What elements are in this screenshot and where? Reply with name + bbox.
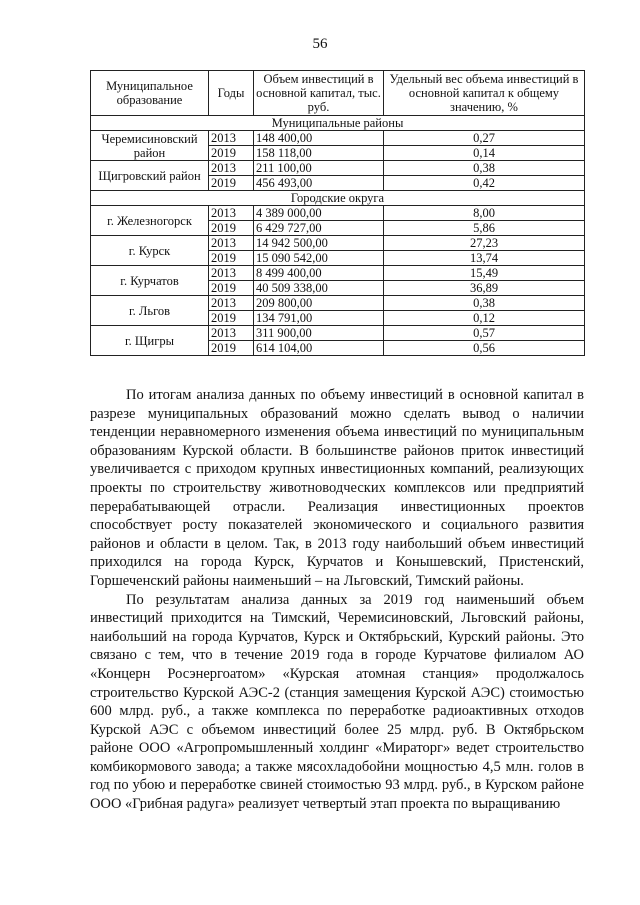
- share-cell: 5,86: [384, 221, 585, 236]
- year-cell: 2019: [209, 281, 254, 296]
- header-years: Годы: [209, 71, 254, 116]
- table-body: [91, 116, 585, 356]
- share-cell: 0,38: [384, 161, 585, 176]
- page-number: 56: [312, 36, 328, 52]
- investment-value-cell: 15 090 542,00: [254, 251, 384, 266]
- investment-value-cell: 134 791,00: [254, 311, 384, 326]
- investment-value-cell: 456 493,00: [254, 176, 384, 191]
- share-cell: 36,89: [384, 281, 585, 296]
- share-cell: 0,27: [384, 131, 585, 146]
- section-row: [91, 191, 585, 206]
- share-cell: 0,12: [384, 311, 585, 326]
- investment-value-cell: 40 509 338,00: [254, 281, 384, 296]
- municipality-cell: г. Курчатов: [91, 266, 209, 296]
- year-cell: 2013: [209, 131, 254, 146]
- paragraph: По итогам анализа данных по объему инвестиций в основной капитал в разрезе муниципальных образований можно сделать вывод о наличии тенденции неравномерного изменения объема инвестиций по муниципальным образованиям Курской области. В большинстве районов приток инвестиций увеличивается с приходом крупных инвестиционных компаний, реализующих проекты по строительству животноводческих комплексов или предприятий перерабатывающей отрасли. Реализация инвестиционных проектов способствует росту показателей экономического и социального развития районов и области в целом. Так, в 2013 году наибольший объем инвестиций приходился на города Курск, Курчатов и Конышевский, Пристенский, Горшеченский районы наименьший – на Льговский, Тимский районы.: [90, 387, 584, 589]
- header-municipality: Муниципальное образование: [91, 71, 209, 116]
- investment-value-cell: 4 389 000,00: [254, 206, 384, 221]
- year-cell: 2019: [209, 221, 254, 236]
- municipality-cell: Черемисиновский район: [91, 131, 209, 161]
- year-cell: 2019: [209, 341, 254, 356]
- table-header-row: [91, 71, 585, 116]
- municipality-cell: Щигровский район: [91, 161, 209, 191]
- share-cell: 27,23: [384, 236, 585, 251]
- table-row: [91, 161, 585, 176]
- header-investment-volume: Объем инвестиций в основной капитал, тыс. руб.: [254, 71, 384, 116]
- table-row: [91, 131, 585, 146]
- body-text: [90, 386, 584, 814]
- investment-table: [90, 70, 585, 356]
- year-cell: 2019: [209, 176, 254, 191]
- investment-value-cell: 211 100,00: [254, 161, 384, 176]
- municipality-cell: г. Щигры: [91, 326, 209, 356]
- investment-value-cell: 6 429 727,00: [254, 221, 384, 236]
- share-cell: 15,49: [384, 266, 585, 281]
- investment-value-cell: 148 400,00: [254, 131, 384, 146]
- table-row: [91, 236, 585, 251]
- investment-value-cell: 8 499 400,00: [254, 266, 384, 281]
- year-cell: 2019: [209, 146, 254, 161]
- section-row: [91, 116, 585, 131]
- share-cell: 0,14: [384, 146, 585, 161]
- investment-value-cell: 14 942 500,00: [254, 236, 384, 251]
- investment-value-cell: 158 118,00: [254, 146, 384, 161]
- share-cell: 0,42: [384, 176, 585, 191]
- year-cell: 2013: [209, 326, 254, 341]
- table-row: [91, 326, 585, 341]
- year-cell: 2013: [209, 266, 254, 281]
- table-row: [91, 266, 585, 281]
- share-cell: 0,56: [384, 341, 585, 356]
- year-cell: 2013: [209, 296, 254, 311]
- year-cell: 2013: [209, 206, 254, 221]
- municipality-cell: г. Железногорск: [91, 206, 209, 236]
- investment-value-cell: 614 104,00: [254, 341, 384, 356]
- share-cell: 0,57: [384, 326, 585, 341]
- share-cell: 8,00: [384, 206, 585, 221]
- paragraph: По результатам анализа данных за 2019 год наименьший объем инвестиций приходится на Тимский, Черемисиновский, Льговский районы, наибольший на города Курчатов, Курск и Октябрьский, Курский районы. Это связано с тем, что в течение 2019 года в городе Курчатове филиалом АО «Концерн Росэнергоатом» «Курская атомная станция» продолжалось строительство Курской АЭС-2 (станция замещения Курской АЭС) стоимостью 600 млрд. руб., а также комплекса по переработке радиоактивных отходов Курской АЭС с объемом инвестиций более 25 млрд. руб. В Октябрьском районе ООО «Агропромышленный холдинг «Мираторг» ведет строительство комбикормового завода; а также мясохладобойни мощностью 4,5 млн. голов в год по убою и переработке свиней стоимостью 93 млрд. руб., в Курском районе ООО «Грибная радуга» реализует четвертый этап проекта по выращиванию: [90, 591, 584, 813]
- header-share: Удельный вес объема инвестиций в основной капитал к общему значению, %: [384, 71, 585, 116]
- year-cell: 2019: [209, 251, 254, 266]
- table-row: [91, 296, 585, 311]
- section-title: Городские округа: [91, 191, 585, 206]
- investment-value-cell: 209 800,00: [254, 296, 384, 311]
- year-cell: 2013: [209, 161, 254, 176]
- share-cell: 13,74: [384, 251, 585, 266]
- municipality-cell: г. Курск: [91, 236, 209, 266]
- section-title: Муниципальные районы: [91, 116, 585, 131]
- year-cell: 2019: [209, 311, 254, 326]
- year-cell: 2013: [209, 236, 254, 251]
- municipality-cell: г. Льгов: [91, 296, 209, 326]
- share-cell: 0,38: [384, 296, 585, 311]
- table-row: [91, 206, 585, 221]
- investment-value-cell: 311 900,00: [254, 326, 384, 341]
